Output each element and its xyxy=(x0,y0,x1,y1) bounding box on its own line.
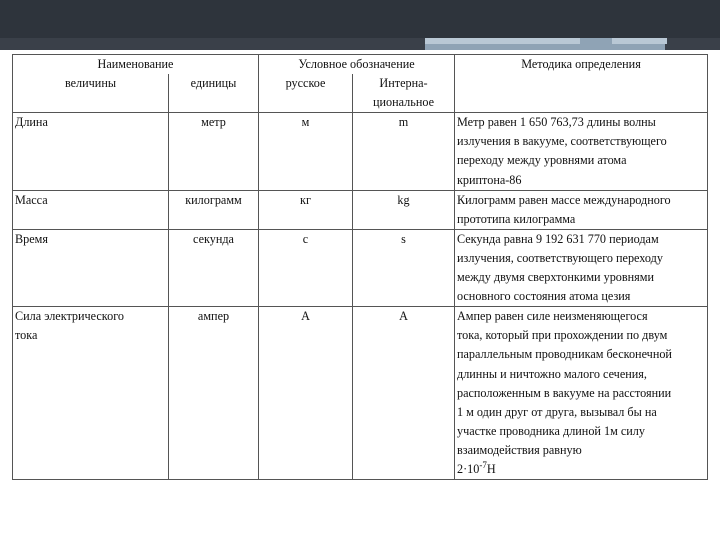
quantity-line: тока xyxy=(15,328,38,343)
cell-unit: секунда xyxy=(169,229,259,306)
header-method: Методика определения xyxy=(455,55,708,113)
method-line: излучения, соответствующего переходу xyxy=(457,250,663,265)
cell-symbol-intl: m xyxy=(353,113,455,190)
formula-exponent: -7 xyxy=(479,459,487,470)
header-international-line2: циональное xyxy=(373,95,434,110)
cell-quantity: Масса xyxy=(13,190,169,229)
cell-unit: метр xyxy=(169,113,259,190)
cell-symbol-intl: s xyxy=(353,229,455,306)
table-row-length xyxy=(13,113,708,190)
cell-symbol-intl: kg xyxy=(353,190,455,229)
cell-symbol-intl: А xyxy=(353,307,455,480)
cell-symbol-ru: кг xyxy=(259,190,353,229)
si-units-table xyxy=(12,54,708,480)
method-line: криптона-86 xyxy=(457,172,522,187)
method-line: длинны и ничтожно малого сечения, xyxy=(457,366,647,381)
method-line: Килограмм равен массе международного xyxy=(457,192,671,207)
formula-unit: Н xyxy=(486,461,496,476)
cell-method xyxy=(455,190,708,229)
method-line: параллельным проводникам бесконечной xyxy=(457,347,672,362)
header-international xyxy=(353,74,455,113)
header-unit: единицы xyxy=(169,74,259,113)
method-line: Ампер равен силе неизменяющегося xyxy=(457,309,648,324)
cell-quantity: Длина xyxy=(13,113,169,190)
method-line: Секунда равна 9 192 631 770 периодам xyxy=(457,231,659,246)
method-line: Метр равен 1 650 763,73 длины волны xyxy=(457,115,656,130)
method-line: участке проводника длиной 1м силу xyxy=(457,423,645,438)
decor-bar-2 xyxy=(425,38,580,44)
cell-method xyxy=(455,113,708,190)
cell-method xyxy=(455,229,708,306)
table-row-time xyxy=(13,229,708,306)
method-formula xyxy=(457,460,705,479)
quantity-line: Сила электрического xyxy=(15,309,124,324)
cell-quantity: Время xyxy=(13,229,169,306)
header-quantity: величины xyxy=(13,74,169,113)
method-line: прототипа килограмма xyxy=(457,211,576,226)
method-line: излучения в вакууме, соответствующего xyxy=(457,134,667,149)
method-line: 1 м один друг от друга, вызывал бы на xyxy=(457,404,657,419)
cell-method xyxy=(455,307,708,480)
cell-symbol-ru: с xyxy=(259,229,353,306)
table-row-current xyxy=(13,307,708,480)
table-row-mass xyxy=(13,190,708,229)
method-line: между двумя сверхтонкими уровнями xyxy=(457,270,655,285)
cell-symbol-ru: м xyxy=(259,113,353,190)
method-line: расположенным в вакууме на расстоянии xyxy=(457,385,672,400)
cell-unit: ампер xyxy=(169,307,259,480)
method-line: взаимодействия равную xyxy=(457,442,582,457)
formula-base: 2·10 xyxy=(457,461,480,476)
cell-unit: килограмм xyxy=(169,190,259,229)
cell-quantity xyxy=(13,307,169,480)
cell-symbol-ru: А xyxy=(259,307,353,480)
method-line: тока, который при прохождении по двум xyxy=(457,328,668,343)
method-line: переходу между уровнями атома xyxy=(457,153,627,168)
slide-header-accent xyxy=(0,0,720,38)
header-symbol: Условное обозначение xyxy=(259,55,455,75)
header-russian: русское xyxy=(259,74,353,113)
decor-bar-3 xyxy=(612,38,667,44)
method-line: основного состояния атома цезия xyxy=(457,289,631,304)
header-name: Наименование xyxy=(13,55,259,75)
header-international-line1: Интерна- xyxy=(379,76,428,91)
